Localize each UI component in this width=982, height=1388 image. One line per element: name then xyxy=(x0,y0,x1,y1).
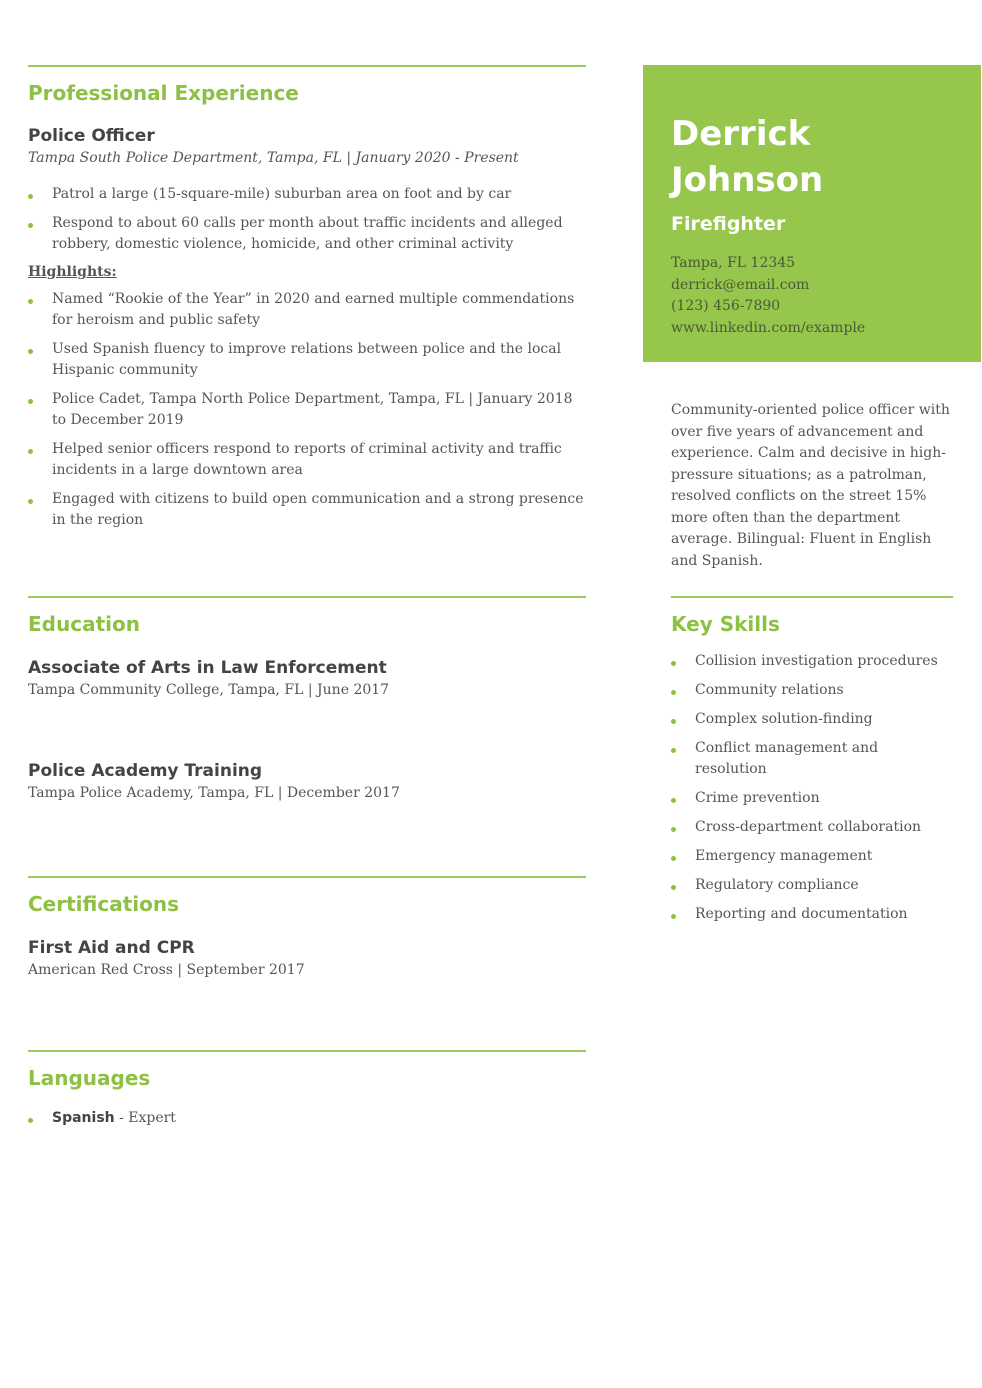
header-box xyxy=(643,65,981,362)
contact-email: derrick@email.com xyxy=(671,276,810,293)
languages-section xyxy=(28,1050,586,1129)
first-name: Derrick xyxy=(671,114,811,154)
highlights-list xyxy=(28,289,586,531)
certification-detail: American Red Cross | September 2017 xyxy=(28,962,305,978)
list-item: Named “Rookie of the Year” in 2020 and earned multiple commendations for heroism and public safety xyxy=(28,289,586,331)
skill-item: Cross-department collaboration xyxy=(671,817,953,838)
section-divider xyxy=(28,65,586,67)
skills-list xyxy=(671,651,953,925)
list-item: Helped senior officers respond to reports of criminal activity and traffic incidents in a large downtown area xyxy=(28,439,586,481)
list-item: Patrol a large (15-square-mile) suburban area on foot and by car xyxy=(28,184,586,205)
contact-phone: (123) 456-7890 xyxy=(671,298,781,314)
skill-item: Reporting and documentation xyxy=(671,904,953,925)
skills-section xyxy=(671,596,953,925)
language-level: - Expert xyxy=(114,1110,176,1126)
contact-linkedin: www.linkedin.com/example xyxy=(671,319,866,336)
job-subtitle: Tampa South Police Department, Tampa, FL | January 2020 - Present xyxy=(28,150,519,166)
candidate-name xyxy=(671,111,823,203)
certification-name: First Aid and CPR xyxy=(28,938,195,958)
certifications-heading: Certifications xyxy=(28,892,179,916)
experience-heading: Professional Experience xyxy=(28,81,299,105)
section-divider xyxy=(28,876,586,878)
skills-heading: Key Skills xyxy=(671,612,780,636)
list-item: Engaged with citizens to build open communication and a strong presence in the region xyxy=(28,489,586,531)
candidate-role: Firefighter xyxy=(671,213,786,235)
section-divider xyxy=(28,1050,586,1052)
list-item: Used Spanish fluency to improve relations between police and the local Hispanic community xyxy=(28,339,586,381)
skill-item: Emergency management xyxy=(671,846,953,867)
profile-summary: Community-oriented police officer with over five years of advancement and experience. Calm and decisive in high-pressure situations; as a patrolman, resolved conflicts on the street 15% more often than the department average. Bilingual: Fluent in English and Spanish. xyxy=(671,402,950,569)
skill-item: Crime prevention xyxy=(671,788,953,809)
skill-item: Collision investigation procedures xyxy=(671,651,953,672)
contact-info xyxy=(671,253,865,339)
certifications-section xyxy=(28,876,586,978)
languages-heading: Languages xyxy=(28,1066,151,1090)
languages-list xyxy=(28,1108,586,1129)
degree-title: Associate of Arts in Law Enforcement xyxy=(28,658,387,678)
skill-item: Complex solution-finding xyxy=(671,709,953,730)
degree-detail: Tampa Community College, Tampa, FL | June 2017 xyxy=(28,682,390,698)
language-name: Spanish xyxy=(52,1110,115,1126)
experience-section xyxy=(28,65,586,531)
degree-title: Police Academy Training xyxy=(28,761,263,781)
skill-item: Community relations xyxy=(671,680,953,701)
degree-detail: Tampa Police Academy, Tampa, FL | December 2017 xyxy=(28,785,400,801)
skill-item: Conflict management and resolution xyxy=(671,738,953,780)
contact-address: Tampa, FL 12345 xyxy=(671,255,796,271)
list-item: Police Cadet, Tampa North Police Department, Tampa, FL | January 2018 to December 2019 xyxy=(28,389,586,431)
list-item: Respond to about 60 calls per month about traffic incidents and alleged robbery, domestic violence, homicide, and other criminal activity xyxy=(28,213,586,255)
language-item xyxy=(28,1108,586,1129)
section-divider xyxy=(28,596,586,598)
highlights-label: Highlights: xyxy=(28,264,117,280)
section-divider xyxy=(671,596,953,598)
education-heading: Education xyxy=(28,612,140,636)
last-name: Johnson xyxy=(671,160,824,200)
job-title: Police Officer xyxy=(28,126,155,146)
education-section xyxy=(28,596,586,801)
job-bullets xyxy=(28,184,586,255)
skill-item: Regulatory compliance xyxy=(671,875,953,896)
